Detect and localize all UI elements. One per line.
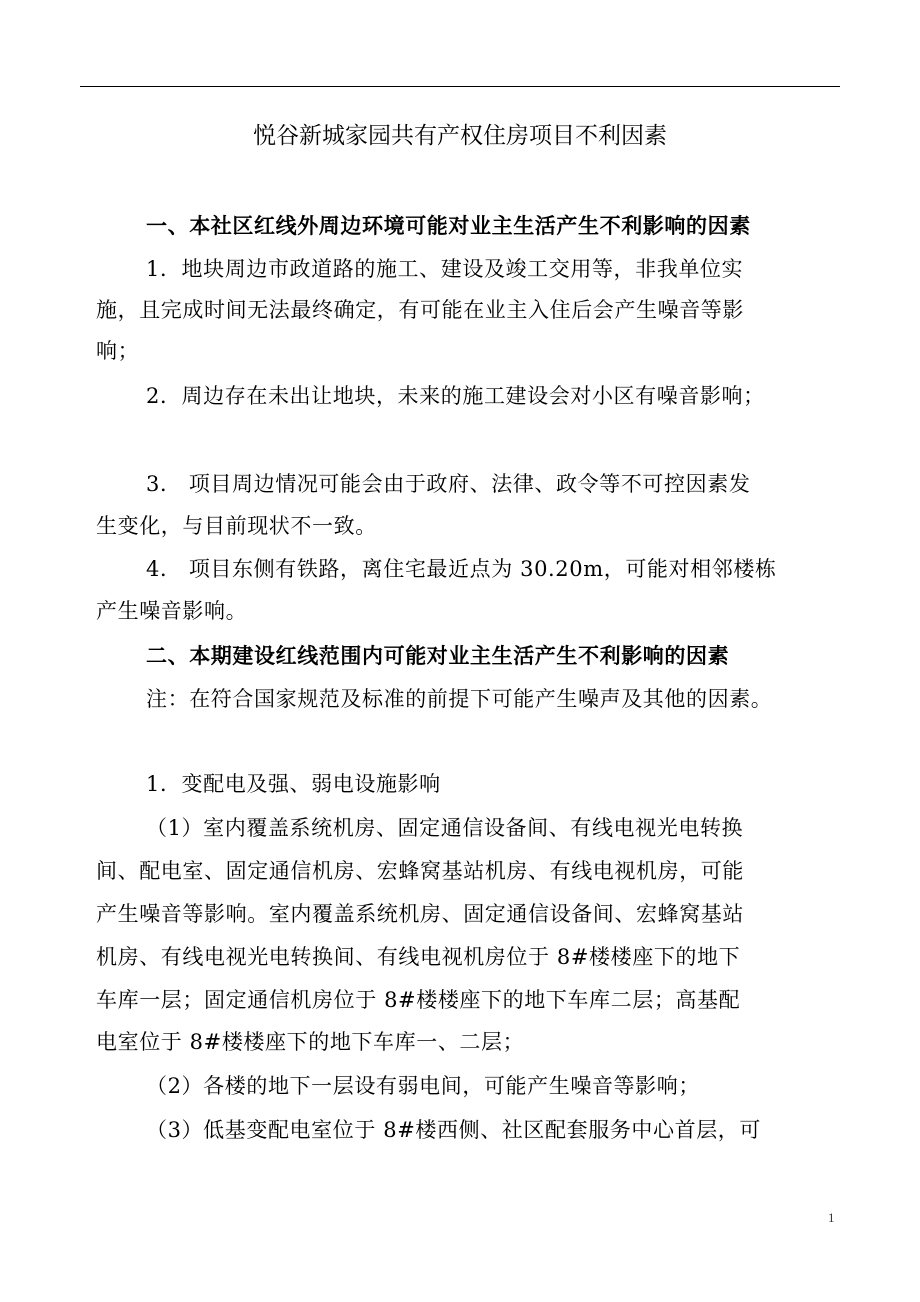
paragraph-line: 3． 项目周边情况可能会由于政府、法律、政令等不可控因素发	[146, 472, 751, 496]
paragraph-line: （3）低基变配电室位于 8#楼西侧、社区配套服务中心首层，可	[146, 1118, 761, 1142]
paragraph-line: 施，且完成时间无法最终确定，有可能在业主入住后会产生噪音等影	[96, 298, 744, 322]
page-number: 1	[828, 1210, 835, 1225]
paragraph-line: （1）室内覆盖系统机房、固定通信设备间、有线电视光电转换	[146, 816, 744, 840]
paragraph-line: 生变化，与目前现状不一致。	[96, 514, 377, 538]
section-heading-1: 一、本社区红线外周边环境可能对业主生活产生不利影响的因素	[146, 214, 751, 238]
header-rule	[80, 86, 840, 87]
document-title: 悦谷新城家园共有产权住房项目不利因素	[253, 123, 667, 149]
paragraph-line: 车库一层；固定通信机房位于 8#楼楼座下的地下车库二层；高基配	[96, 988, 741, 1012]
paragraph-line: 产生噪音等影响。室内覆盖系统机房、固定通信设备间、宏蜂窝基站	[96, 902, 744, 926]
paragraph-line: （2）各楼的地下一层设有弱电间，可能产生噪音等影响；	[146, 1074, 700, 1098]
paragraph-line: 1．变配电及强、弱电设施影响	[146, 772, 441, 796]
note-line: 注：在符合国家规范及标准的前提下可能产生噪声及其他的因素。	[146, 687, 773, 711]
paragraph-line: 4． 项目东侧有铁路，离住宅最近点为 30.20m，可能对相邻楼栋	[146, 557, 777, 581]
paragraph-line: 机房、有线电视光电转换间、有线电视机房位于 8#楼楼座下的地下	[96, 945, 741, 969]
paragraph-line: 1．地块周边市政道路的施工、建设及竣工交用等，非我单位实	[146, 257, 744, 281]
paragraph-line: 响；	[96, 339, 140, 363]
paragraph-line: 电室位于 8#楼楼座下的地下车库一、二层；	[96, 1030, 525, 1054]
section-heading-2: 二、本期建设红线范围内可能对业主生活产生不利影响的因素	[146, 644, 730, 668]
paragraph-line: 产生噪音影响。	[96, 599, 248, 623]
paragraph-line: 间、配电室、固定通信机房、宏蜂窝基站机房、有线电视机房，可能	[96, 859, 744, 883]
paragraph-line: 2．周边存在未出让地块，未来的施工建设会对小区有噪音影响；	[146, 384, 765, 408]
